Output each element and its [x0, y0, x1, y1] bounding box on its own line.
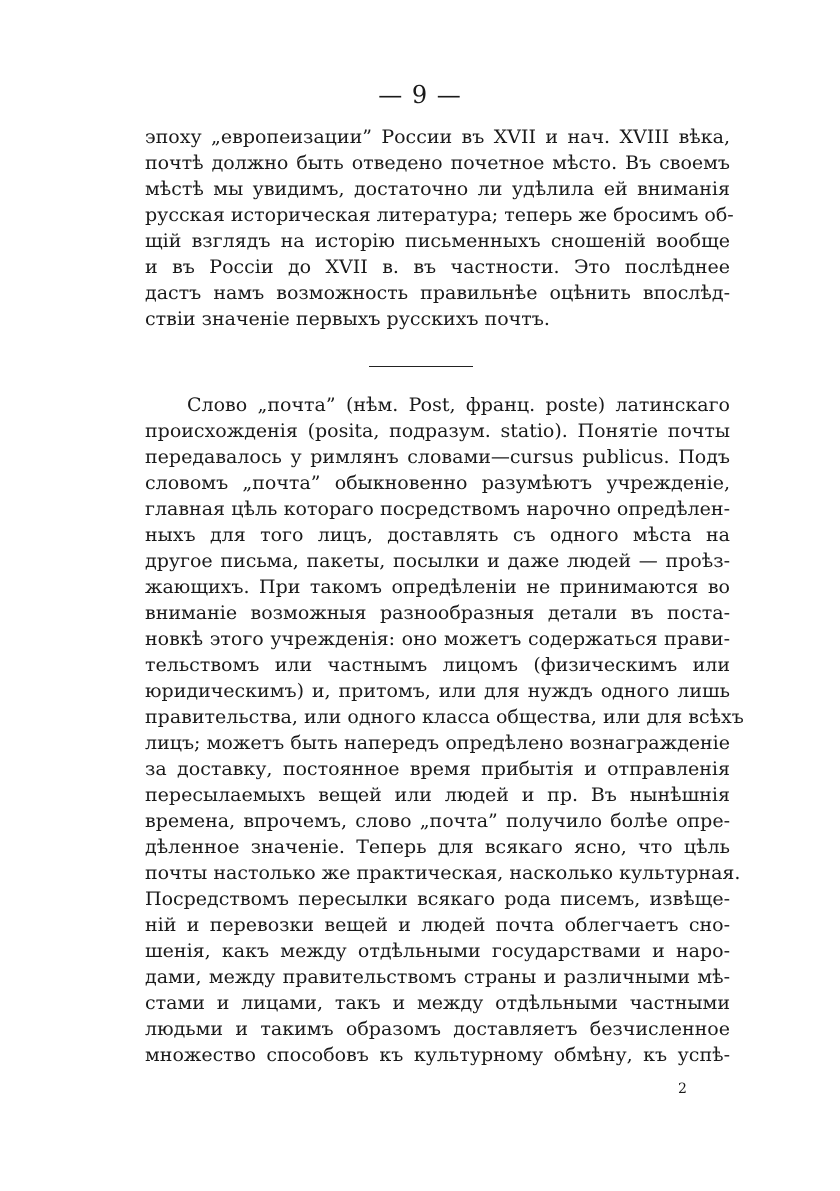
text-line: стами и лицами, такъ и между отдѣльными частными: [145, 992, 730, 1014]
text-line: ныхъ для того лицъ, доставлять съ одного мѣста на: [145, 524, 730, 546]
text-line: тельствомъ или частнымъ лицомъ (физическимъ или: [145, 654, 730, 676]
text-line: времена, впрочемъ, слово „почта” получило болѣе опре-: [145, 810, 730, 832]
text-line: жающихъ. При такомъ опредѣленіи не принимаются во: [145, 576, 730, 598]
text-line: передавалось у римлянъ словами—cursus publicus. Подъ: [145, 446, 730, 468]
page-number: — 9 —: [378, 81, 462, 109]
text-line: шенія, какъ между отдѣльными государствами и наро-: [145, 940, 730, 962]
text-line: ствіи значеніе первыхъ русскихъ почтъ.: [145, 308, 550, 330]
text-line: лицъ; можетъ быть напередъ опредѣлено вознагражденіе: [145, 732, 730, 754]
text-line: Посредствомъ пересылки всякаго рода писемъ, извѣще-: [145, 888, 730, 910]
text-line: юридическимъ) и, притомъ, или для нуждъ одного лишь: [145, 680, 730, 702]
text-line: мѣстѣ мы увидимъ, достаточно ли удѣлила ей вниманія: [145, 178, 730, 200]
text-line: эпоху „европеизации” России въ XVII и нач. XVIII вѣка,: [145, 126, 730, 148]
text-line: за доставку, постоянное время прибытія и отправленія: [145, 758, 730, 780]
paragraph-main: [145, 392, 744, 1068]
text-line: дѣленное значеніе. Теперь для всякаго ясно, что цѣль: [145, 836, 730, 858]
text-line: новкѣ этого учрежденія: оно можетъ содержаться прави-: [145, 628, 730, 650]
text-line: множество способовъ къ культурному обмѣну, къ успѣ-: [145, 1044, 730, 1066]
text-line: происхожденія (posita, подразум. statio). Понятіе почты: [145, 420, 730, 442]
paragraph-continuation: [145, 124, 734, 332]
text-line: вниманіе возможныя разнообразныя детали въ поста-: [145, 602, 730, 624]
text-line: другое письма, пакеты, посылки и даже людей — проѣз-: [145, 550, 730, 572]
text-line: правительства, или одного класса общества, или для всѣхъ: [145, 706, 744, 728]
text-line: ній и перевозки вещей и людей почта облегчаетъ сно-: [145, 914, 730, 936]
text-line: дами, между правительствомъ страны и различными мѣ-: [145, 966, 730, 988]
text-line: щій взглядъ на исторію письменныхъ сношеній вообще: [145, 230, 730, 252]
section-divider: [369, 366, 473, 367]
text-line: и въ Россіи до XVII в. въ частности. Это послѣднее: [145, 256, 730, 278]
text-line: главная цѣль котораго посредствомъ нарочно опредѣлен-: [145, 498, 730, 520]
printer-signature-mark: 2: [678, 1081, 687, 1097]
text-line: дастъ намъ возможность правильнѣе оцѣнить впослѣд-: [145, 282, 730, 304]
text-line: почтѣ должно быть отведено почетное мѣсто. Въ своемъ: [145, 152, 730, 174]
text-line: словомъ „почта” обыкновенно разумѣютъ учрежденіе,: [145, 472, 730, 494]
text-line: почты настолько же практическая, насколько культурная.: [145, 862, 741, 884]
text-line: людьми и такимъ образомъ доставляетъ безчисленное: [145, 1018, 730, 1040]
text-line: русская историческая литература; теперь же бросимъ об-: [145, 204, 734, 226]
text-line: пересылаемыхъ вещей или людей и пр. Въ нынѣшнія: [145, 784, 730, 806]
text-line: Слово „почта” (нѣм. Post, франц. poste) латинскаго: [187, 394, 730, 416]
